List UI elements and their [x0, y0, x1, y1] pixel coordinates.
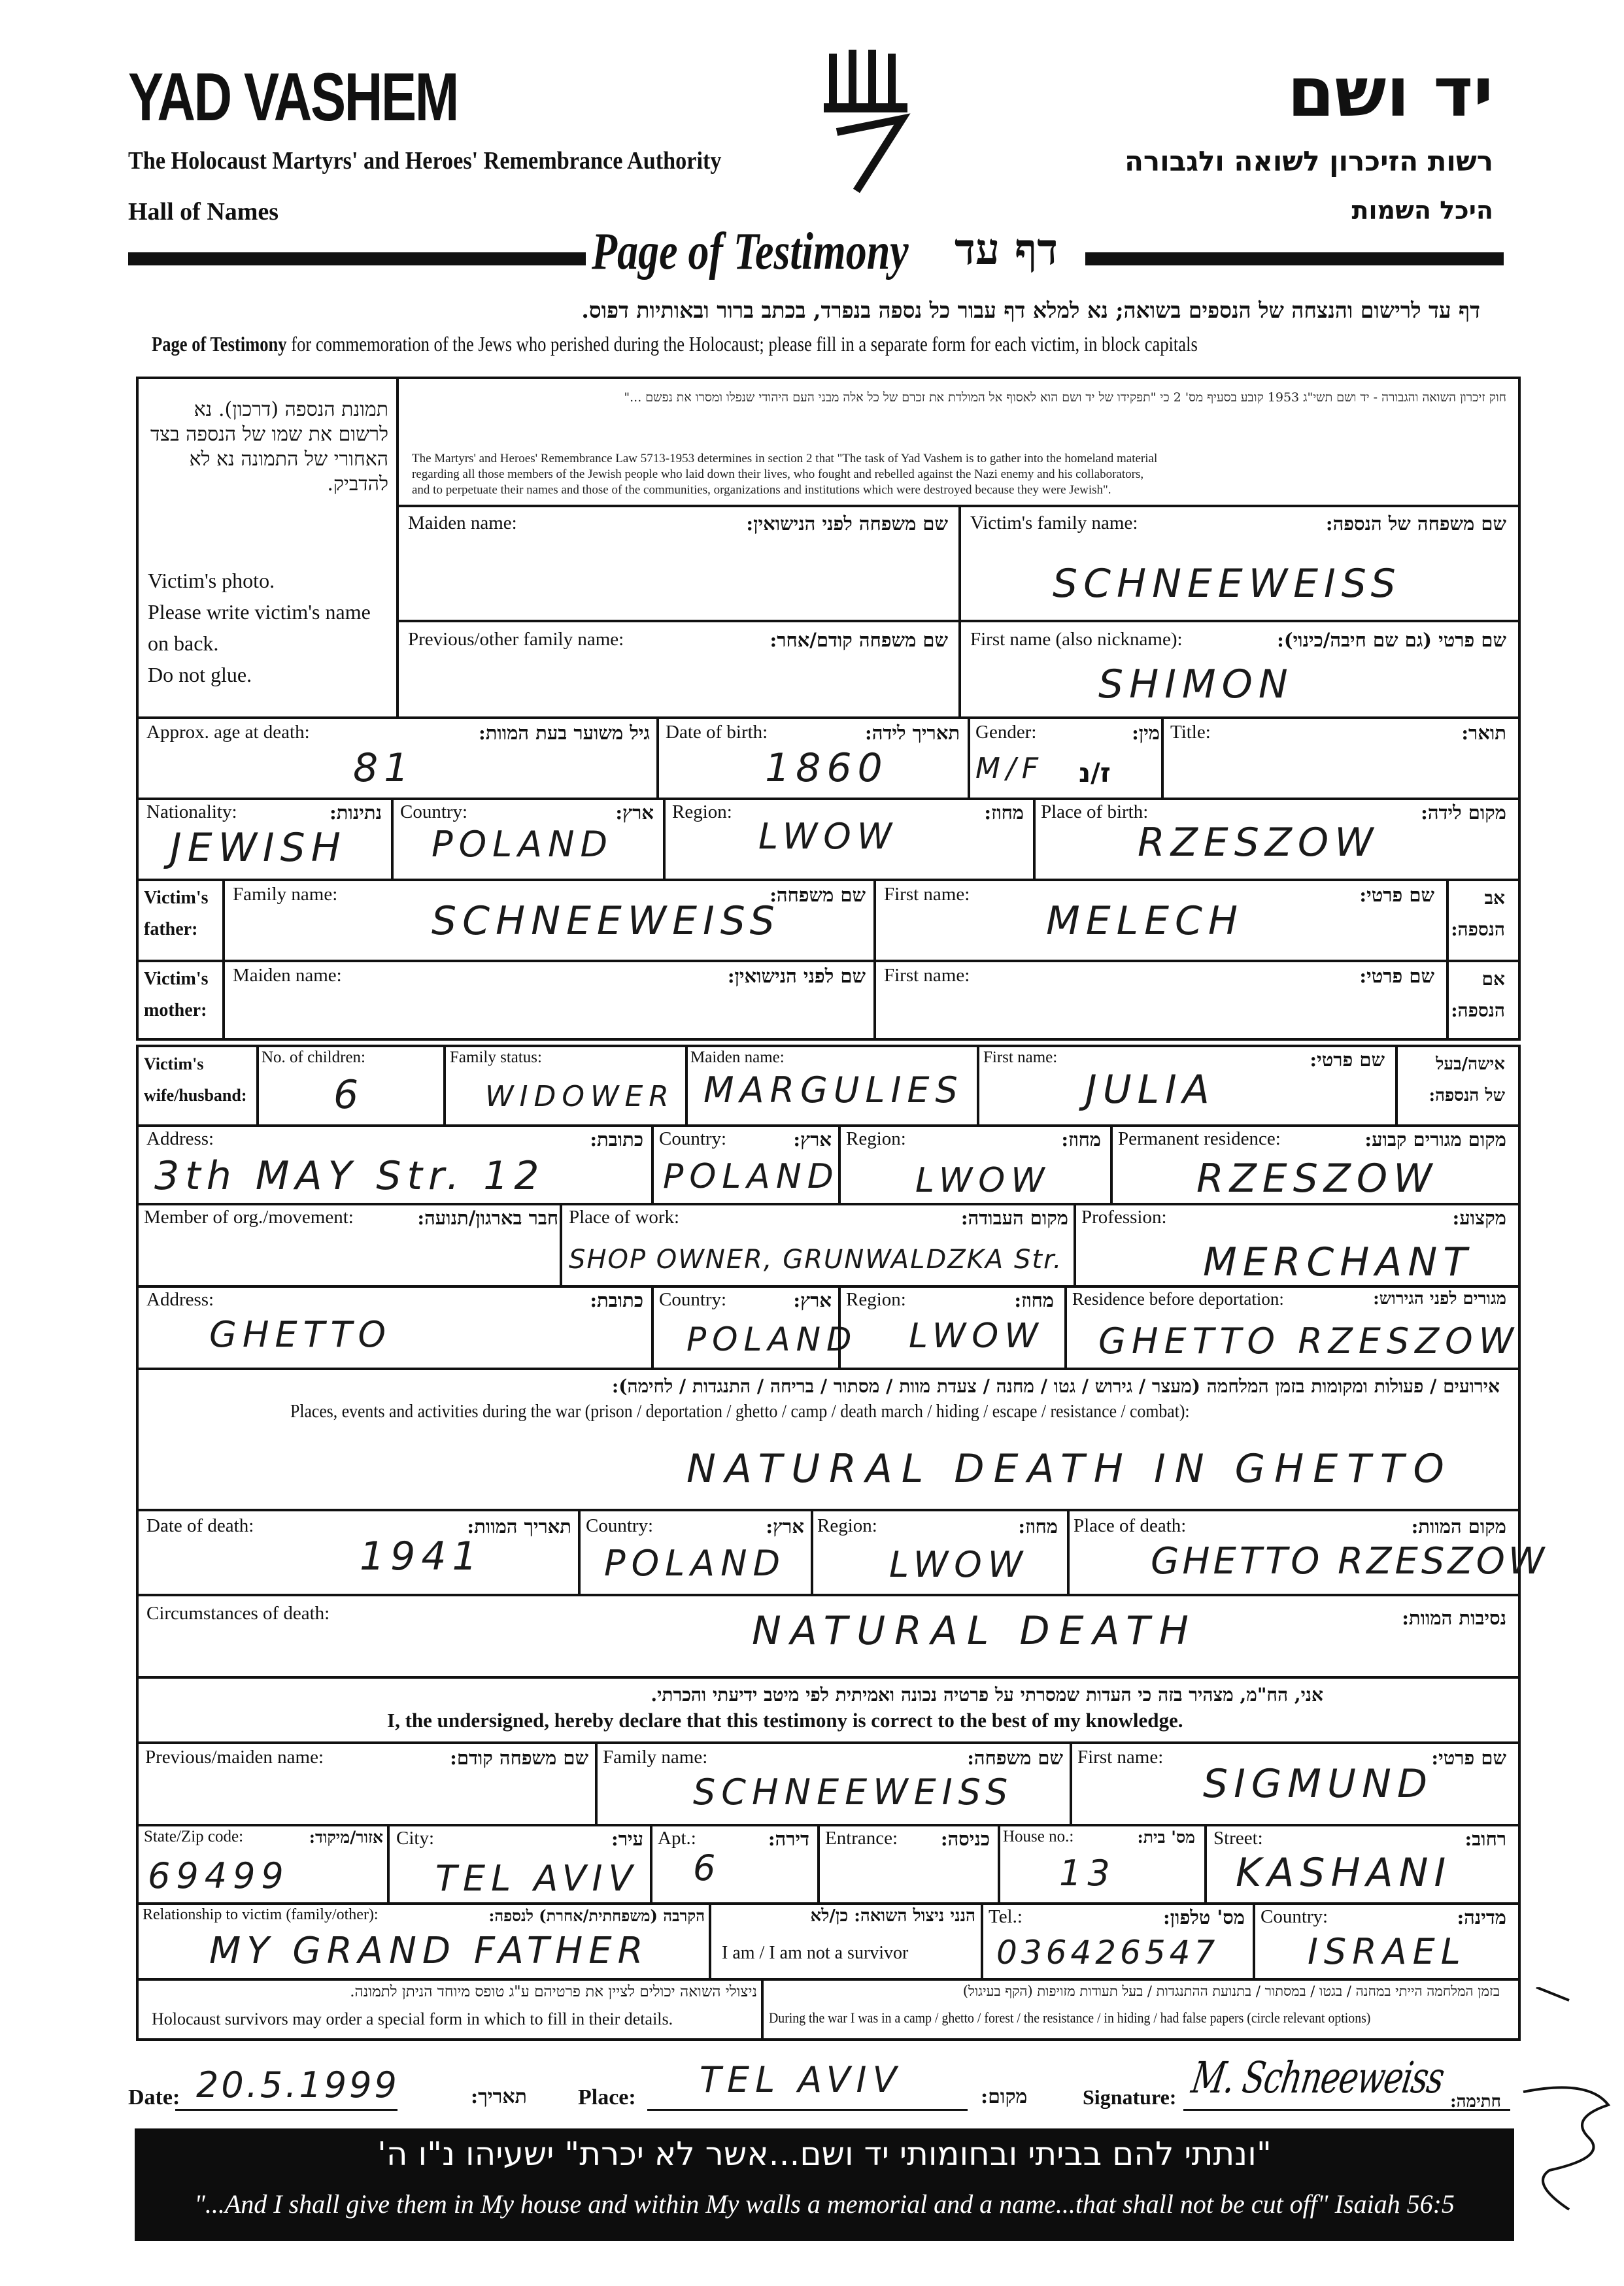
- children-value: 6: [333, 1072, 365, 1118]
- mother-first-name-label-he: שם פרטי:: [1359, 965, 1434, 987]
- first-name-label: First name (also nickname):: [970, 629, 1183, 650]
- street-value: KASHANI: [1236, 1850, 1452, 1896]
- footer-quote-en: "...And I shall give them in My house and within My walls a memorial and a name...that shall not be cut off" Isaiah 56:5: [194, 2189, 1455, 2219]
- spouse-maiden-name-value: MARGULIES: [703, 1069, 964, 1111]
- father-first-name-label-he: שם פרטי:: [1359, 884, 1434, 906]
- family-name-label: Victim's family name:: [970, 513, 1138, 533]
- father-family-name-value: SCHNEEWEISS: [431, 898, 781, 944]
- address-country-label: Country:: [659, 1128, 727, 1149]
- family-name-label-he: שם משפחה של הנספה:: [1325, 513, 1506, 535]
- spouse-label: Victim's wife/husband:: [144, 1054, 247, 1105]
- father-label: Victim's father:: [144, 888, 209, 939]
- permanent-residence-label: Permanent residence:: [1118, 1128, 1281, 1149]
- residence-before-deportation-label: Residence before deportation:: [1072, 1289, 1284, 1309]
- maiden-name-label: Maiden name:: [408, 513, 517, 533]
- wartime-address-label: Address:: [146, 1289, 214, 1310]
- submitter-family-name-label: Family name:: [603, 1747, 708, 1768]
- law-text-he: חוק זיכרון השואה והגבורה - יד ושם תשי"ג 1953 קובע בסעיף מס' 2 כי "תפקידו של יד ושם הוא לאסוף אל המולדת את זכרם של כל אלה מבני העם היהודי שנפלו ומסרו את נפשם ...": [624, 390, 1506, 405]
- photo-instructions-en-1: Victim's photo.: [148, 569, 275, 592]
- declaration-en: I, the undersigned, hereby declare that this testimony is correct to the best of my knowledge.: [387, 1709, 1183, 1732]
- telephone-label-he: מס' טלפון:: [1162, 1906, 1245, 1928]
- entrance-label-he: כניסה:: [940, 1828, 990, 1850]
- submitter-previous-name-label-he: שם משפחה קודם:: [450, 1747, 588, 1769]
- spouse-first-name-label-he: שם פרטי:: [1310, 1049, 1385, 1071]
- place-of-birth-label: Place of birth:: [1041, 801, 1149, 822]
- region-value: LWOW: [758, 816, 898, 857]
- place-line: [647, 2109, 968, 2111]
- during-war-en: During the war I was in a camp / ghetto / forest / the resistance / in hiding / had false papers (circle relevant options): [769, 2009, 1371, 2026]
- title-label: Title:: [1170, 722, 1211, 743]
- law-text-en-1: The Martyrs' and Heroes' Remembrance Law 5713-1953 determines in section 2 that "The task of Yad Vashem is to gather into the homeland material: [412, 452, 1158, 465]
- nationality-value: JEWISH: [170, 825, 347, 871]
- hall-of-names-en: Hall of Names: [128, 198, 279, 226]
- declaration-he: אני, הח"מ, מצהיר בזה כי העדות שמסרתי על פרטיה נכונה ואמיתית לפי מיטב ידיעתי והכרתי.: [651, 1684, 1323, 1706]
- place-of-work-label-he: מקום העבודה:: [960, 1207, 1068, 1229]
- zip-code-label: State/Zip code:: [144, 1828, 244, 1845]
- mother-label: Victim's mother:: [144, 969, 209, 1020]
- country-label-he: ארץ:: [615, 801, 654, 824]
- wartime-address-value: GHETTO: [209, 1314, 392, 1355]
- spouse-first-name-value: JULIA: [1085, 1067, 1215, 1113]
- mother-first-name-label: First name:: [884, 965, 970, 986]
- address-country-label-he: ארץ:: [793, 1128, 832, 1151]
- org-name-en: YAD VASHEM: [128, 59, 458, 135]
- signature[interactable]: M. Schneeweiss: [1188, 2053, 1447, 2103]
- member-org-label: Member of org./movement:: [144, 1207, 354, 1228]
- city-label-he: עיר:: [611, 1828, 643, 1850]
- city-label: City:: [396, 1828, 435, 1849]
- circumstances-label-he: נסיבות המוות:: [1402, 1607, 1506, 1629]
- mother-label-he: אם הנספה:: [1451, 968, 1505, 1021]
- gender-label-he: מין:: [1132, 722, 1160, 744]
- date-of-death-value: 1941: [360, 1534, 483, 1579]
- wartime-country-label-he: ארץ:: [793, 1289, 832, 1311]
- region-label: Region:: [672, 801, 732, 822]
- submitter-first-name-label-he: שם פרטי:: [1431, 1747, 1506, 1769]
- telephone-label: Tel.:: [989, 1906, 1023, 1927]
- dob-value: 1860: [765, 745, 888, 791]
- mother-maiden-name-label-he: שם לפני הנישואין:: [727, 965, 866, 987]
- hall-of-names-he: היכל השמות: [1351, 196, 1493, 225]
- country-value: POLAND: [431, 824, 614, 865]
- date-of-death-label-he: תאריך המוות:: [467, 1515, 571, 1538]
- family-name-value: SCHNEEWEISS: [1053, 561, 1402, 607]
- submitter-family-name-label-he: שם משפחה:: [967, 1747, 1063, 1769]
- member-org-label-he: חבר בארגון/תנועה:: [417, 1207, 558, 1229]
- address-region-label-he: מחוז:: [1061, 1128, 1101, 1151]
- wartime-region-label: Region:: [846, 1289, 906, 1310]
- spouse-first-name-label: First name:: [983, 1049, 1058, 1066]
- place-label: Place:: [578, 2085, 636, 2110]
- survivor-status-label-he: הנני ניצול השואה: כן/לא: [810, 1906, 975, 1926]
- profession-value: MERCHANT: [1203, 1239, 1473, 1285]
- address-label: Address:: [146, 1128, 214, 1149]
- survivor-status-label: I am / I am not a survivor: [722, 1943, 909, 1963]
- address-value: 3th MAY Str. 12: [154, 1153, 545, 1199]
- place-of-birth-label-he: מקום לידה:: [1421, 801, 1506, 824]
- house-number-label: House no.:: [1003, 1828, 1074, 1845]
- org-name-he: יד ושם: [1287, 52, 1493, 132]
- previous-name-label: Previous/other family name:: [408, 629, 624, 650]
- permanent-residence-label-he: מקום מגורים קבוע:: [1364, 1128, 1506, 1151]
- maiden-name-label-he: שם משפחה לפני הנישואין:: [746, 513, 948, 535]
- death-country-value: POLAND: [604, 1543, 787, 1584]
- zip-code-value: 69499: [148, 1855, 290, 1896]
- wartime-events-value: NATURAL DEATH IN GHETTO: [686, 1446, 1453, 1492]
- first-name-label-he: שם פרטי (גם שם חיבה/כינוי):: [1277, 629, 1506, 651]
- submitter-country-value: ISRAEL: [1308, 1931, 1466, 1972]
- permanent-residence-value: RZESZOW: [1196, 1156, 1438, 1202]
- title-rule-right: [1085, 252, 1504, 265]
- submitter-first-name-value: SIGMUND: [1203, 1761, 1434, 1807]
- apartment-label: Apt.:: [658, 1828, 696, 1849]
- previous-name-label-he: שם משפחה קודם/אחר:: [770, 629, 948, 651]
- during-war-he: בזמן המלחמה הייתי במחנה / בגטו / במסתור / בתנועת ההתנגדות / בעל תעודות מזויפות (הקף בעיגול): [962, 1983, 1500, 1999]
- wartime-region-label-he: מחוז:: [1014, 1289, 1054, 1311]
- margin-scribble: [1510, 1987, 1621, 2223]
- wartime-events-label-he: אירועים / פעולות ומקומות בזמן המלחמה (מעצר / גירוש / גטו / מחנה / צעדת מוות / מסתור / בריחה / התנגדות / לחימה):: [611, 1375, 1500, 1397]
- page-title-he: דף עד: [955, 224, 1058, 275]
- father-label-he: אב הנספה:: [1451, 887, 1505, 940]
- footer-quote-he: "ונתתי להם בביתי ובחומותי יד ושם...אשר לא יכרת" ישעיהו נ"ו ה': [377, 2135, 1272, 2173]
- profession-label: Profession:: [1081, 1207, 1167, 1228]
- region-label-he: מחוז:: [984, 801, 1024, 824]
- submitter-family-name-value: SCHNEEWEISS: [693, 1772, 1014, 1813]
- law-text-en-2: regarding all those members of the Jewish people who laid down their lives, who fought and rebelled against the Nazi enemy and his collaborators,: [412, 467, 1144, 481]
- apartment-value: 6: [693, 1847, 722, 1889]
- death-region-label: Region:: [817, 1515, 877, 1536]
- gender-value: M/F: [975, 752, 1045, 785]
- relationship-label: Relationship to victim (family/other):: [143, 1906, 379, 1923]
- residence-before-deportation-value: GHETTO RZESZOW: [1098, 1320, 1520, 1362]
- page-title-en: Page of Testimony: [592, 223, 909, 280]
- instructions-en-bold: Page of Testimony: [152, 332, 287, 356]
- title-label-he: תואר:: [1461, 722, 1506, 744]
- father-family-name-label: Family name:: [233, 884, 338, 905]
- residence-before-deportation-label-he: מגורים לפני הגירוש:: [1373, 1289, 1506, 1309]
- age-label-he: גיל משוער בעת המוות:: [478, 722, 650, 744]
- father-first-name-value: MELECH: [1046, 898, 1244, 944]
- dob-label: Date of birth:: [666, 722, 768, 743]
- place-of-death-label-he: מקום המוות:: [1411, 1515, 1506, 1538]
- photo-instructions-en-2: Please write victim's name: [148, 600, 371, 624]
- relationship-value: MY GRAND FATHER: [209, 1930, 649, 1972]
- house-number-label-he: מס' בית:: [1137, 1828, 1195, 1847]
- instructions-en: [152, 332, 1198, 356]
- submitter-previous-name-label: Previous/maiden name:: [145, 1747, 324, 1768]
- authority-name-he: רשות הזיכרון לשואה ולגבורה: [1125, 145, 1493, 177]
- place-of-death-label: Place of death:: [1074, 1515, 1187, 1536]
- nationality-label-he: נתינות:: [330, 801, 382, 824]
- title-rule-left: [128, 252, 586, 265]
- date-of-death-label: Date of death:: [146, 1515, 254, 1536]
- place-of-death-value: GHETTO RZESZOW: [1151, 1540, 1548, 1583]
- wartime-country-value: POLAND: [686, 1320, 858, 1358]
- gender-label: Gender:: [975, 722, 1037, 743]
- age-label: Approx. age at death:: [146, 722, 310, 743]
- address-region-label: Region:: [846, 1128, 906, 1149]
- survivor-note-he: ניצולי השואה יכולים לציין את פרטיהם ע"ג טופס מיוחד הניתן לתמונה.: [350, 1983, 757, 2000]
- date-label: Date:: [128, 2085, 180, 2110]
- age-value: 81: [353, 745, 415, 791]
- photo-instructions-en-3: on back.: [148, 631, 219, 655]
- place-of-birth-value: RZESZOW: [1138, 820, 1379, 866]
- telephone-value: 036426547: [996, 1934, 1219, 1972]
- place-label-he: מקום:: [981, 2085, 1028, 2108]
- relationship-label-he: הקרבה (משפחתית/אחרת) לנספה:: [488, 1906, 705, 1925]
- wartime-address-label-he: כתובת:: [590, 1289, 643, 1311]
- place-of-work-label: Place of work:: [569, 1207, 680, 1228]
- death-region-value: LWOW: [889, 1544, 1029, 1585]
- instructions-he: דף עד לרישום והנצחה של הנספים בשואה; נא למלא דף עבור כל נספה בנפרד, בכתב ברור ובאותיות דפוס.: [581, 297, 1480, 323]
- children-label: No. of children:: [262, 1049, 365, 1066]
- profession-label-he: מקצוע:: [1452, 1207, 1506, 1229]
- address-region-value: LWOW: [915, 1161, 1051, 1200]
- nationality-label: Nationality:: [146, 801, 237, 822]
- circumstances-label: Circumstances of death:: [146, 1603, 330, 1624]
- mother-maiden-name-label: Maiden name:: [233, 965, 342, 986]
- date-value: 20.5.1999: [196, 2064, 399, 2106]
- survivor-note-en: Holocaust survivors may order a special form in which to fill in their details.: [152, 2009, 673, 2028]
- date-line: [175, 2109, 398, 2111]
- street-label: Street:: [1213, 1828, 1263, 1849]
- country-label: Country:: [400, 801, 468, 822]
- house-number-value: 13: [1059, 1853, 1116, 1894]
- family-status-label: Family status:: [450, 1049, 542, 1066]
- apartment-label-he: דירה:: [768, 1828, 809, 1850]
- submitter-first-name-label: First name:: [1077, 1747, 1164, 1768]
- father-family-name-label-he: שם משפחה:: [770, 884, 866, 906]
- authority-name-en: The Holocaust Martyrs' and Heroes' Remembrance Authority: [128, 147, 722, 175]
- city-value: TEL AVIV: [435, 1858, 639, 1899]
- wartime-events-label: Places, events and activities during the war (prison / deportation / ghetto / camp / death march / hiding / escape / resistance / combat):: [290, 1402, 1190, 1422]
- dob-label-he: תאריך לידה:: [865, 722, 960, 744]
- instructions-en-text: for commemoration of the Jews who perished during the Holocaust; please fill in a separate form for each victim, in block capitals: [286, 332, 1198, 356]
- entrance-label: Entrance:: [825, 1828, 898, 1849]
- death-country-label-he: ארץ:: [766, 1515, 804, 1538]
- signature-label: Signature:: [1083, 2085, 1177, 2109]
- photo-instructions-en-4: Do not glue.: [148, 663, 252, 686]
- submitter-country-label: Country:: [1260, 1906, 1328, 1927]
- yad-vashem-logo: [817, 47, 922, 197]
- date-label-he: תאריך:: [471, 2085, 527, 2108]
- family-status-value: WIDOWER: [485, 1080, 675, 1113]
- law-text-en-3: and to perpetuate their names and those of the communities, organizations and institutions which were destroyed because they were Jewish".: [412, 483, 1111, 497]
- place-value: TEL AVIV: [700, 2059, 903, 2100]
- address-country-value: POLAND: [663, 1157, 839, 1196]
- place-of-work-value: SHOP OWNER, GRUNWALDZKA Str.: [569, 1245, 1063, 1275]
- father-first-name-label: First name:: [884, 884, 970, 905]
- wartime-region-value: LWOW: [909, 1317, 1044, 1356]
- zip-code-label-he: אזור/מיקוד:: [309, 1828, 383, 1847]
- signature-label-he: חתימה:: [1450, 2092, 1502, 2111]
- first-name-value: SHIMON: [1098, 662, 1294, 707]
- circumstances-value: NATURAL DEATH: [752, 1608, 1198, 1654]
- death-country-label: Country:: [586, 1515, 654, 1536]
- death-region-label-he: מחוז:: [1018, 1515, 1058, 1538]
- spouse-maiden-name-label: Maiden name:: [690, 1049, 785, 1066]
- street-label-he: רחוב:: [1464, 1828, 1506, 1850]
- spouse-label-he: אישה/בעל של הנספה:: [1429, 1054, 1505, 1105]
- photo-instructions-he: תמונת הנספה (דרכון). נא לרשום את שמו של הנספה בצד האחורי של התמונה נא לא להדביק.: [150, 398, 388, 496]
- wartime-country-label: Country:: [659, 1289, 727, 1310]
- address-label-he: כתובת:: [590, 1128, 643, 1151]
- gender-value-he: ז/נ: [1079, 758, 1111, 788]
- submitter-country-label-he: מדינה:: [1457, 1906, 1506, 1928]
